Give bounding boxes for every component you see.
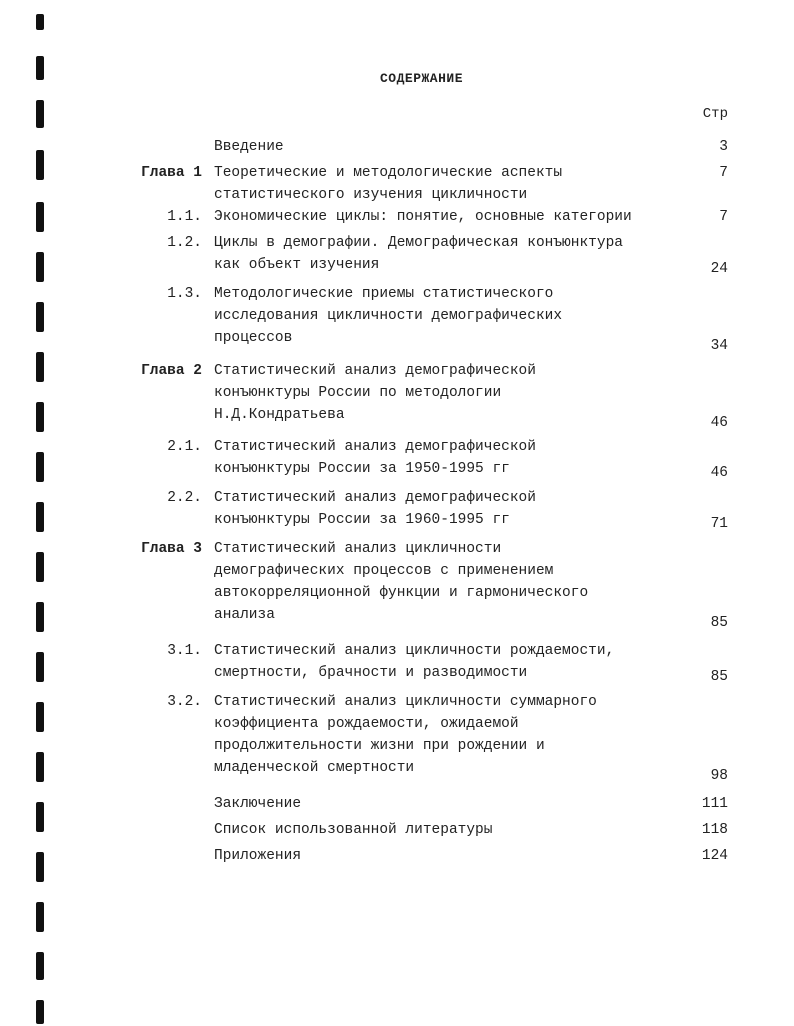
toc-entry-title (214, 436, 684, 480)
toc-entry-title (214, 283, 684, 349)
toc-entry-title (214, 232, 684, 276)
toc-entry-page: 111 (701, 796, 728, 812)
toc-entry-title-line: смертности, брачности и разводимости (214, 665, 528, 681)
toc-entry-title-line: Теоретические и методологические аспекты (214, 165, 563, 181)
toc-entry-title-line: как объект изучения (214, 257, 380, 273)
toc-entry-page: 85 (710, 615, 728, 631)
toc-entry-title-line: исследования цикличности демографических (214, 308, 563, 324)
toc-entry-page: 7 (719, 165, 728, 181)
toc-entry-title-line: демографических процессов с применением (214, 563, 554, 579)
toc-entry-title (214, 162, 684, 206)
toc-entry-title (214, 538, 684, 626)
toc-entry-title-line: Н.Д.Кондратьева (214, 407, 345, 423)
toc-entry-page: 46 (710, 415, 728, 431)
toc-entry-title-line: Приложения (214, 848, 302, 864)
toc-entry-title-line: Статистический анализ цикличности рождаемости, (214, 643, 615, 659)
toc-entry-page: 71 (710, 516, 728, 532)
toc-entry-title-line: анализа (214, 607, 275, 623)
toc-entry-title-line: Статистический анализ цикличности (214, 541, 502, 557)
toc-entry-number: 1.1. (167, 209, 202, 225)
toc-entry-title-line: процессов (214, 330, 293, 346)
toc-entry-title-line: Статистический анализ цикличности суммарного (214, 694, 597, 710)
toc-entry-page: 98 (710, 768, 728, 784)
toc-entry-number: 1.2. (167, 235, 202, 251)
toc-title: СОДЕРЖАНИЕ (380, 71, 464, 86)
toc-entry-title (214, 136, 684, 158)
toc-entry-title-line: младенческой смертности (214, 760, 415, 776)
toc-entry-title (214, 206, 684, 228)
toc-entry-title (214, 487, 684, 531)
toc-entry-title-line: конъюнктуры России за 1960-1995 гг (214, 512, 510, 528)
toc-entry-page: 7 (719, 209, 728, 225)
toc-entry-title-line: Статистический анализ демографической (214, 439, 536, 455)
toc-entry-title-line: Статистический анализ демографической (214, 490, 536, 506)
toc-entry-title-line: статистического изучения цикличности (214, 187, 528, 203)
toc-entry-number: 2.2. (167, 490, 202, 506)
toc-entry-title (214, 640, 684, 684)
toc-entry-number: 3.1. (167, 643, 202, 659)
toc-entry-number: 1.3. (167, 286, 202, 302)
toc-entry-page: 85 (710, 669, 728, 685)
toc-entry-title (214, 845, 684, 867)
toc-entry-number: Глава 1 (141, 165, 202, 181)
toc-entry-number: Глава 2 (141, 363, 202, 379)
toc-entry-title-line: Циклы в демографии. Демографическая конъюнктура (214, 235, 623, 251)
toc-entry-number: Глава 3 (141, 541, 202, 557)
toc-entry-title (214, 360, 684, 426)
toc-entry-title-line: Методологические приемы статистического (214, 286, 554, 302)
toc-entry-title-line: продолжительности жизни при рождении и (214, 738, 545, 754)
toc-entry-page: 3 (719, 139, 728, 155)
toc-entry-title (214, 793, 684, 815)
toc-entry-number: 2.1. (167, 439, 202, 455)
toc-entry-title-line: Список использованной литературы (214, 822, 493, 838)
toc-entry-title (214, 691, 684, 779)
toc-entry-number: 3.2. (167, 694, 202, 710)
toc-entry-page: 24 (710, 261, 728, 277)
toc-entry-title-line: Введение (214, 139, 284, 155)
page-column-label: Стр (702, 106, 728, 122)
toc-entry-title-line: автокорреляционной функции и гармонического (214, 585, 589, 601)
toc-entry-title-line: Экономические циклы: понятие, основные категории (214, 209, 632, 225)
toc-entry-page: 118 (701, 822, 728, 838)
toc-entry-title-line: Заключение (214, 796, 302, 812)
toc-entry-title (214, 819, 684, 841)
toc-entry-title-line: конъюнктуры России за 1950-1995 гг (214, 461, 510, 477)
toc-entry-title-line: Статистический анализ демографической (214, 363, 536, 379)
toc-entry-page: 34 (710, 338, 728, 354)
toc-entry-title-line: конъюнктуры России по методологии (214, 385, 502, 401)
toc-entry-title-line: коэффициента рождаемости, ожидаемой (214, 716, 519, 732)
binding-holes (32, 0, 52, 1026)
toc-entry-page: 124 (701, 848, 728, 864)
toc-entry-page: 46 (710, 465, 728, 481)
